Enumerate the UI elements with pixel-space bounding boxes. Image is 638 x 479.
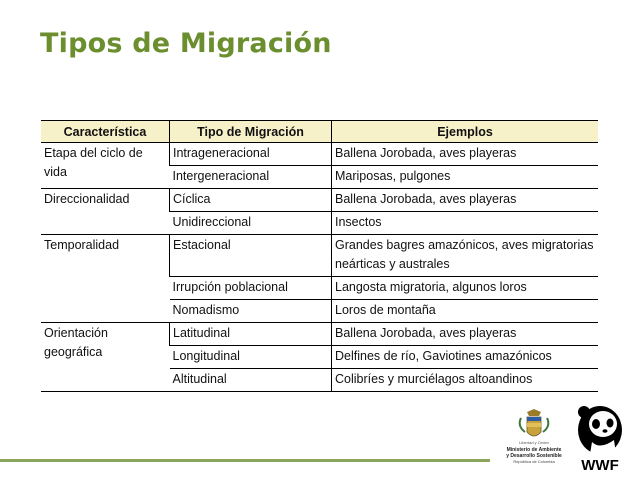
panda-icon [578,406,622,454]
example-cell: Mariposas, pulgones [332,166,599,189]
logo-caption-line: República de Colombia [513,459,555,464]
page-title: Tipos de Migración [40,28,332,59]
header-ejemplos: Ejemplos [332,121,599,143]
example-cell: Delfines de río, Gaviotines amazónicos [332,346,599,369]
logo-caption-line: Libertad y Orden [519,440,549,445]
example-cell: Colibríes y murciélagos altoandinos [332,369,599,392]
type-cell: Nomadismo [170,300,332,323]
type-cell: Intrageneracional [170,143,332,166]
wwf-logo [570,404,630,474]
example-cell: Insectos [332,212,599,235]
logo-caption-line: y Desarrollo Sostenible [506,453,562,459]
table-row [41,235,598,277]
footer-divider [0,459,490,462]
type-cell: Estacional [170,235,332,277]
header-tipo-migracion: Tipo de Migración [170,121,332,143]
feature-cell: Temporalidad [41,235,170,323]
example-cell: Ballena Jorobada, aves playeras [332,323,599,346]
feature-cell: Orientación geográfica [41,323,170,392]
migration-types-table [41,120,598,392]
feature-cell: Direccionalidad [41,189,170,235]
table-header-row [41,121,598,143]
feature-cell: Etapa del ciclo de vida [41,143,170,189]
type-cell: Cíclica [170,189,332,212]
wwf-wordmark: WWF [581,457,619,474]
type-cell: Latitudinal [170,323,332,346]
type-cell: Altitudinal [170,369,332,392]
example-cell: Langosta migratoria, algunos loros [332,277,599,300]
example-cell: Loros de montaña [332,300,599,323]
table-row [41,189,598,212]
example-cell: Ballena Jorobada, aves playeras [332,189,599,212]
header-caracteristica: Característica [41,121,170,143]
type-cell: Irrupción poblacional [170,277,332,300]
type-cell: Unidireccional [170,212,332,235]
example-cell: Grandes bagres amazónicos, aves migratorias neárticas y australes [332,235,599,277]
colombia-coat-of-arms-icon [520,409,549,436]
type-cell: Intergeneracional [170,166,332,189]
logo-caption-line: Ministerio de Ambiente [506,447,562,453]
table-row [41,323,598,346]
example-cell: Ballena Jorobada, aves playeras [332,143,599,166]
type-cell: Longitudinal [170,346,332,369]
ministry-logo [503,408,565,470]
table-row [41,143,598,166]
